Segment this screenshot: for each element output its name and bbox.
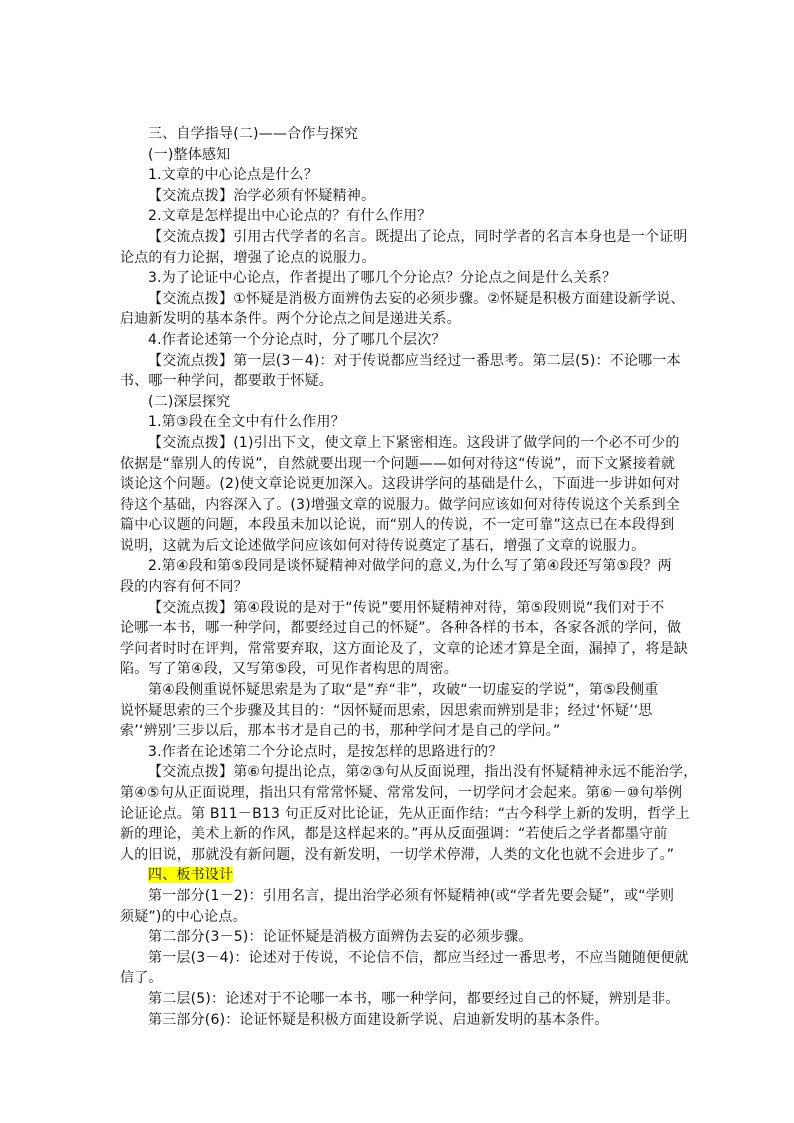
text-line: 书、哪一种学问，都要敢于怀疑。 [120, 373, 333, 390]
text-line: 【交流点拨】引用古代学者的名言。既提出了论点，同时学者的名言本身也是一个证明 [148, 228, 688, 245]
text-line: 依据是“靠别人的传说”，自然就要出现一个问题——如何对待这“传说”，而下文紧接着就 [120, 455, 676, 472]
text-line: 篇中心议题的问题，本段虽未加以论说，而“别人的传说，不一定可靠”这点已在本段得到 [120, 517, 675, 534]
text-line: (二)深层探究 [148, 393, 231, 410]
text-line: 人的旧说，那就没有新问题，没有新发明，一切学术停滞，人类的文化也就不会进步了。” [120, 846, 675, 863]
text-line: 陷。写了第④段，又写第⑤段，可见作者构思的周密。 [120, 661, 458, 678]
text-line: 第④⑤句从正面说理，指出只有常常怀疑、常常发问，一切学问才会起来。第⑥－⑩句举例 [120, 785, 683, 801]
text-line: 第④段侧重说怀疑思索是为了取“是”弃“非”，攻破“一切虚妄的学说”，第⑤段侧重 [148, 682, 659, 699]
text-line: 谈论这个问题。(2)使文章论说更加深入。这段讲学问的基础是什么，下面进一步讲如何对 [120, 476, 681, 493]
text-line: 第三部分(6)：论证怀疑是积极方面建设新学说、启迪新发明的基本条件。 [148, 1011, 609, 1028]
section-heading-highlighted [120, 865, 685, 886]
text-line: 论哪一本书，哪一种学问，都要经过自己的怀疑”。各种各样的书本，各家各派的学问，做 [120, 620, 682, 637]
text-line: 说明，这就为后文论述做学问应该如何对待传说奠定了基石，增强了文章的说服力。 [120, 537, 646, 554]
text-line: 三、自学指导(二)——合作与探究 [148, 126, 359, 142]
text-line: 索’‘辨别’三步以后，那本书才是自己的书，那种学问才是自己的学问。” [120, 723, 561, 740]
text-line: 第二层(5)：论述对于不论哪一本书，哪一种学问，都要经过自己的怀疑，辨别是非。 [148, 990, 680, 1007]
text-line: 【交流点拨】第⑥句提出论点，第②③句从反面说理，指出没有怀疑精神永远不能治学， [148, 764, 698, 781]
text-line: 3.作者在论述第二个分论点时，是按怎样的思路进行的？ [148, 743, 503, 760]
highlight-mark: 四、板书设计 [148, 867, 234, 884]
text-line: 【交流点拨】第一层(3－4)：对于传说都应当经过一番思考。第二层(5)：不论哪一本 [148, 352, 681, 369]
text-line: (一)整体感知 [148, 146, 231, 163]
text-line: 2.第④段和第⑤段同是谈怀疑精神对做学问的意义,为什么写了第④段还写第⑤段？两 [148, 558, 672, 575]
document-body [120, 124, 698, 1030]
text-line: 新的理论，美术上新的作风，都是这样起来的。”再从反面强调：“若使后之学者都墨守前 [120, 826, 668, 843]
text-line: 第一部分(1－2)：引用名言，提出治学必须有怀疑精神(或“学者先要会疑”，或“学则 [148, 887, 675, 904]
text-line: 4.作者论述第一个分论点时，分了哪几个层次？ [148, 331, 446, 348]
text-line: 3.为了论证中心论点，作者提出了哪几个分论点？分论点之间是什么关系？ [148, 270, 617, 287]
text-line: 【交流点拨】①怀疑是消极方面辨伪去妄的必须步骤。②怀疑是积极方面建设新学说、 [148, 290, 685, 307]
text-line: 启迪新发明的基本条件。两个分论点之间是递进关系。 [120, 311, 461, 328]
text-line: 1.第③段在全文中有什么作用？ [148, 414, 345, 431]
text-line: 【交流点拨】第④段说的是对于“传说”要用怀疑精神对待，第⑤段则说“我们对于不 [148, 599, 665, 616]
text-line: 说怀疑思索的三个步骤及其目的：“因怀疑而思索，因思索而辨别是非；经过‘怀疑’‘思 [120, 702, 653, 719]
text-line: 第二部分(3－5)：论证怀疑是消极方面辨伪去妄的必须步骤。 [148, 929, 533, 946]
text-line: 段的内容有何不同？ [120, 579, 248, 596]
text-line: 须疑”)的中心论点。 [120, 908, 247, 925]
text-line: 待这个基础，内容深入了。(3)增强文章的说服力。做学问应该如何对待传说这个关系到全 [120, 496, 681, 513]
text-line: 1.文章的中心论点是什么？ [148, 167, 318, 184]
text-line: 2.文章是怎样提出中心论点的？有什么作用？ [148, 208, 432, 225]
text-line: 论证论点。第 B11－B13 句正反对比论证，先从正面作结：“古今科学上新的发明，哲学上 [120, 805, 690, 822]
text-line: 论点的有力论据，增强了论点的说服力。 [120, 249, 376, 266]
text-line: 第一层(3－4)：论述对于传说，不论信不信，都应当经过一番思考，不应当随随便便就 [148, 949, 689, 966]
text-line: 【交流点拨】(1)引出下文，使文章上下紧密相连。这段讲了做学问的一个必不可少的 [148, 434, 680, 451]
text-line: 【交流点拨】治学必须有怀疑精神。 [148, 187, 376, 204]
text-line: 信了。 [120, 970, 163, 987]
text-line: 学问者时时在评判，常常要弃取，这方面论及了，文章的论述才算是全面，漏掉了，将是缺 [120, 640, 688, 657]
